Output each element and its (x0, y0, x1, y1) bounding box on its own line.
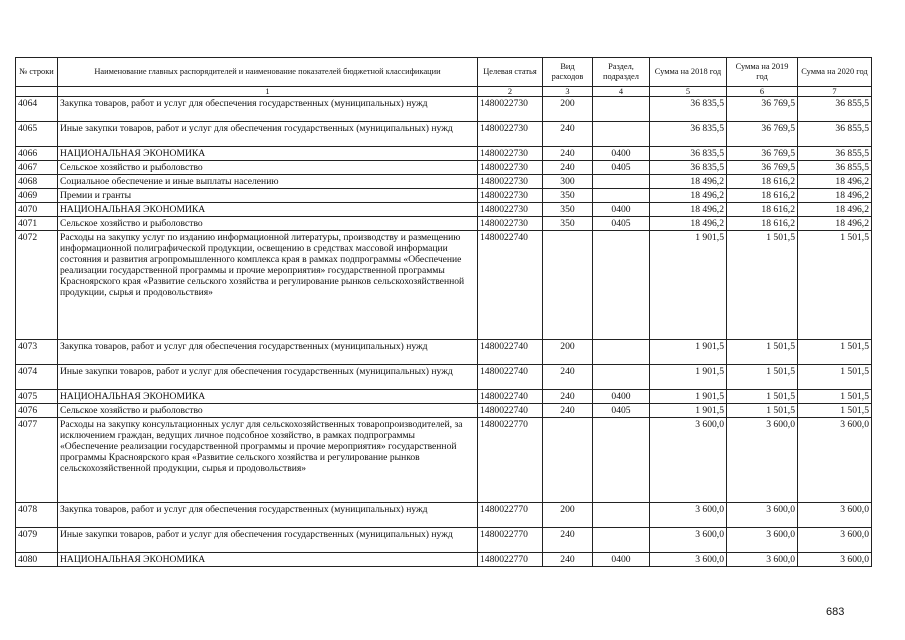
row-sum-2019: 3 600,0 (727, 503, 798, 528)
row-section: 0400 (593, 147, 650, 161)
row-sum-2020: 3 600,0 (798, 553, 872, 567)
row-sum-2019: 36 769,5 (727, 122, 798, 147)
row-target-article: 1480022730 (478, 122, 543, 147)
row-section: 0400 (593, 553, 650, 567)
row-expense-kind: 240 (543, 122, 593, 147)
table-row (16, 528, 872, 553)
column-number: 5 (650, 87, 727, 97)
row-sum-2019: 18 616,2 (727, 189, 798, 203)
table-row (16, 203, 872, 217)
row-section (593, 175, 650, 189)
row-number: 4076 (16, 404, 58, 418)
row-number: 4074 (16, 365, 58, 390)
row-target-article: 1480022730 (478, 189, 543, 203)
row-sum-2020: 3 600,0 (798, 503, 872, 528)
row-sum-2018: 3 600,0 (650, 503, 727, 528)
row-section: 0405 (593, 161, 650, 175)
row-expense-kind: 240 (543, 553, 593, 567)
row-number: 4064 (16, 97, 58, 122)
table-row (16, 217, 872, 231)
column-number: 4 (593, 87, 650, 97)
row-sum-2018: 18 496,2 (650, 203, 727, 217)
table-row (16, 365, 872, 390)
row-target-article: 1480022740 (478, 365, 543, 390)
row-number: 4075 (16, 390, 58, 404)
row-sum-2019: 3 600,0 (727, 528, 798, 553)
column-number: 2 (478, 87, 543, 97)
row-sum-2019: 1 501,5 (727, 340, 798, 365)
row-expense-kind: 240 (543, 161, 593, 175)
row-sum-2019: 3 600,0 (727, 553, 798, 567)
row-target-article: 1480022730 (478, 161, 543, 175)
table-header-row (16, 58, 872, 87)
row-sum-2019: 3 600,0 (727, 418, 798, 503)
row-sum-2019: 36 769,5 (727, 161, 798, 175)
row-sum-2019: 36 769,5 (727, 147, 798, 161)
table-row (16, 161, 872, 175)
row-section (593, 365, 650, 390)
row-sum-2020: 1 501,5 (798, 340, 872, 365)
budget-document (15, 57, 871, 567)
row-expense-kind: 240 (543, 404, 593, 418)
row-target-article: 1480022740 (478, 340, 543, 365)
row-expense-kind: 240 (543, 390, 593, 404)
row-name: Социальное обеспечение и иные выплаты населению (58, 175, 478, 189)
row-sum-2019: 18 616,2 (727, 203, 798, 217)
row-name: Закупка товаров, работ и услуг для обеспечения государственных (муниципальных) нужд (58, 97, 478, 122)
row-section: 0405 (593, 217, 650, 231)
row-sum-2019: 1 501,5 (727, 390, 798, 404)
row-name: НАЦИОНАЛЬНАЯ ЭКОНОМИКА (58, 553, 478, 567)
row-target-article: 1480022730 (478, 203, 543, 217)
header-section: Раздел, подраздел (593, 58, 650, 87)
row-number: 4067 (16, 161, 58, 175)
row-expense-kind: 240 (543, 528, 593, 553)
row-name: Закупка товаров, работ и услуг для обеспечения государственных (муниципальных) нужд (58, 503, 478, 528)
row-sum-2019: 18 616,2 (727, 175, 798, 189)
row-number: 4073 (16, 340, 58, 365)
row-section (593, 189, 650, 203)
table-row (16, 189, 872, 203)
row-number: 4080 (16, 553, 58, 567)
column-number (16, 87, 58, 97)
table-row (16, 390, 872, 404)
row-section: 0400 (593, 203, 650, 217)
row-section (593, 503, 650, 528)
row-name: НАЦИОНАЛЬНАЯ ЭКОНОМИКА (58, 203, 478, 217)
row-expense-kind: 350 (543, 217, 593, 231)
table-row (16, 418, 872, 503)
row-section: 0405 (593, 404, 650, 418)
row-sum-2018: 3 600,0 (650, 528, 727, 553)
row-name: Расходы на закупку услуг по изданию информационной литературы, производству и размещению информационной полиграфической продукции, освещению в средствах массовой информации состояния и развития агропромышленного комплекса края в рамках подпрограммы «Обеспечение реализации государственной программы и прочие мероприятия» государственной программы Красноярского края «Развитие сельского хозяйства и регулирование рынков сельскохозяйственной продукции, сырья и продовольствия» (58, 231, 478, 340)
row-name: Сельское хозяйство и рыболовство (58, 161, 478, 175)
row-expense-kind: 200 (543, 97, 593, 122)
row-number: 4077 (16, 418, 58, 503)
row-target-article: 1480022730 (478, 97, 543, 122)
row-sum-2018: 18 496,2 (650, 175, 727, 189)
row-sum-2020: 36 855,5 (798, 161, 872, 175)
row-target-article: 1480022740 (478, 231, 543, 340)
row-name: Иные закупки товаров, работ и услуг для обеспечения государственных (муниципальных) нужд (58, 528, 478, 553)
header-name: Наименование главных распорядителей и наименование показателей бюджетной классификации (58, 58, 478, 87)
row-name: Иные закупки товаров, работ и услуг для обеспечения государственных (муниципальных) нужд (58, 365, 478, 390)
header-row-no: № строки (16, 58, 58, 87)
row-name: Сельское хозяйство и рыболовство (58, 217, 478, 231)
header-expense-kind: Вид расходов (543, 58, 593, 87)
row-sum-2018: 36 835,5 (650, 122, 727, 147)
page-number: 683 (826, 606, 845, 618)
row-sum-2020: 1 501,5 (798, 404, 872, 418)
row-number: 4066 (16, 147, 58, 161)
row-sum-2020: 18 496,2 (798, 203, 872, 217)
row-sum-2019: 1 501,5 (727, 231, 798, 340)
table-row (16, 231, 872, 340)
row-section (593, 340, 650, 365)
row-expense-kind: 350 (543, 203, 593, 217)
table-row (16, 340, 872, 365)
row-sum-2020: 1 501,5 (798, 365, 872, 390)
row-sum-2018: 1 901,5 (650, 340, 727, 365)
header-target-article: Целевая статья (478, 58, 543, 87)
row-target-article: 1480022740 (478, 390, 543, 404)
row-section (593, 528, 650, 553)
row-number: 4068 (16, 175, 58, 189)
table-row (16, 122, 872, 147)
row-expense-kind: 300 (543, 175, 593, 189)
table-row (16, 175, 872, 189)
row-sum-2018: 36 835,5 (650, 161, 727, 175)
row-sum-2018: 3 600,0 (650, 418, 727, 503)
row-number: 4065 (16, 122, 58, 147)
row-name: Закупка товаров, работ и услуг для обеспечения государственных (муниципальных) нужд (58, 340, 478, 365)
row-expense-kind: 200 (543, 503, 593, 528)
row-section (593, 122, 650, 147)
row-target-article: 1480022740 (478, 404, 543, 418)
row-section (593, 231, 650, 340)
header-sum-2018: Сумма на 2018 год (650, 58, 727, 87)
row-target-article: 1480022770 (478, 528, 543, 553)
column-number-row (16, 87, 872, 97)
row-name: НАЦИОНАЛЬНАЯ ЭКОНОМИКА (58, 147, 478, 161)
row-target-article: 1480022770 (478, 553, 543, 567)
row-sum-2018: 36 835,5 (650, 147, 727, 161)
table-row (16, 147, 872, 161)
row-section: 0400 (593, 390, 650, 404)
row-name: НАЦИОНАЛЬНАЯ ЭКОНОМИКА (58, 390, 478, 404)
row-expense-kind (543, 418, 593, 503)
row-sum-2020: 18 496,2 (798, 217, 872, 231)
row-sum-2018: 1 901,5 (650, 404, 727, 418)
row-number: 4072 (16, 231, 58, 340)
row-sum-2018: 1 901,5 (650, 365, 727, 390)
column-number: 6 (727, 87, 798, 97)
table-row (16, 97, 872, 122)
row-sum-2020: 18 496,2 (798, 175, 872, 189)
row-number: 4078 (16, 503, 58, 528)
row-sum-2019: 18 616,2 (727, 217, 798, 231)
row-target-article: 1480022770 (478, 418, 543, 503)
column-number: 3 (543, 87, 593, 97)
row-sum-2018: 36 835,5 (650, 97, 727, 122)
row-sum-2020: 3 600,0 (798, 528, 872, 553)
row-number: 4079 (16, 528, 58, 553)
row-expense-kind: 350 (543, 189, 593, 203)
row-expense-kind: 200 (543, 340, 593, 365)
row-sum-2019: 1 501,5 (727, 365, 798, 390)
row-target-article: 1480022730 (478, 147, 543, 161)
row-expense-kind: 240 (543, 147, 593, 161)
row-sum-2020: 3 600,0 (798, 418, 872, 503)
table-row (16, 553, 872, 567)
row-sum-2020: 18 496,2 (798, 189, 872, 203)
row-target-article: 1480022730 (478, 175, 543, 189)
row-sum-2018: 1 901,5 (650, 231, 727, 340)
row-section (593, 97, 650, 122)
row-sum-2018: 18 496,2 (650, 189, 727, 203)
row-sum-2020: 36 855,5 (798, 147, 872, 161)
row-expense-kind (543, 231, 593, 340)
row-name: Расходы на закупку консультационных услуг для сельскохозяйственных товаропроизводителей, за исключением граждан, ведущих личное подсобное хозяйство, в рамках подпрограммы «Обеспечение реализации государственной программы и прочие мероприятия» государственной программы Красноярского края «Развитие сельского хозяйства и регулирование рынков сельскохозяйственной продукции, сырья и продовольствия» (58, 418, 478, 503)
table-row (16, 503, 872, 528)
row-number: 4070 (16, 203, 58, 217)
row-sum-2019: 36 769,5 (727, 97, 798, 122)
row-sum-2020: 36 855,5 (798, 122, 872, 147)
row-sum-2019: 1 501,5 (727, 404, 798, 418)
row-target-article: 1480022770 (478, 503, 543, 528)
header-sum-2019: Сумма на 2019 год (727, 58, 798, 87)
row-name: Иные закупки товаров, работ и услуг для обеспечения государственных (муниципальных) нужд (58, 122, 478, 147)
column-number: 1 (58, 87, 478, 97)
budget-table (15, 57, 872, 567)
row-sum-2018: 18 496,2 (650, 217, 727, 231)
row-sum-2018: 1 901,5 (650, 390, 727, 404)
row-section (593, 418, 650, 503)
row-sum-2020: 1 501,5 (798, 390, 872, 404)
row-number: 4069 (16, 189, 58, 203)
row-number: 4071 (16, 217, 58, 231)
row-expense-kind: 240 (543, 365, 593, 390)
row-sum-2020: 1 501,5 (798, 231, 872, 340)
column-number: 7 (798, 87, 872, 97)
row-sum-2020: 36 855,5 (798, 97, 872, 122)
row-target-article: 1480022730 (478, 217, 543, 231)
row-name: Премии и гранты (58, 189, 478, 203)
header-sum-2020: Сумма на 2020 год (798, 58, 872, 87)
table-row (16, 404, 872, 418)
row-name: Сельское хозяйство и рыболовство (58, 404, 478, 418)
row-sum-2018: 3 600,0 (650, 553, 727, 567)
